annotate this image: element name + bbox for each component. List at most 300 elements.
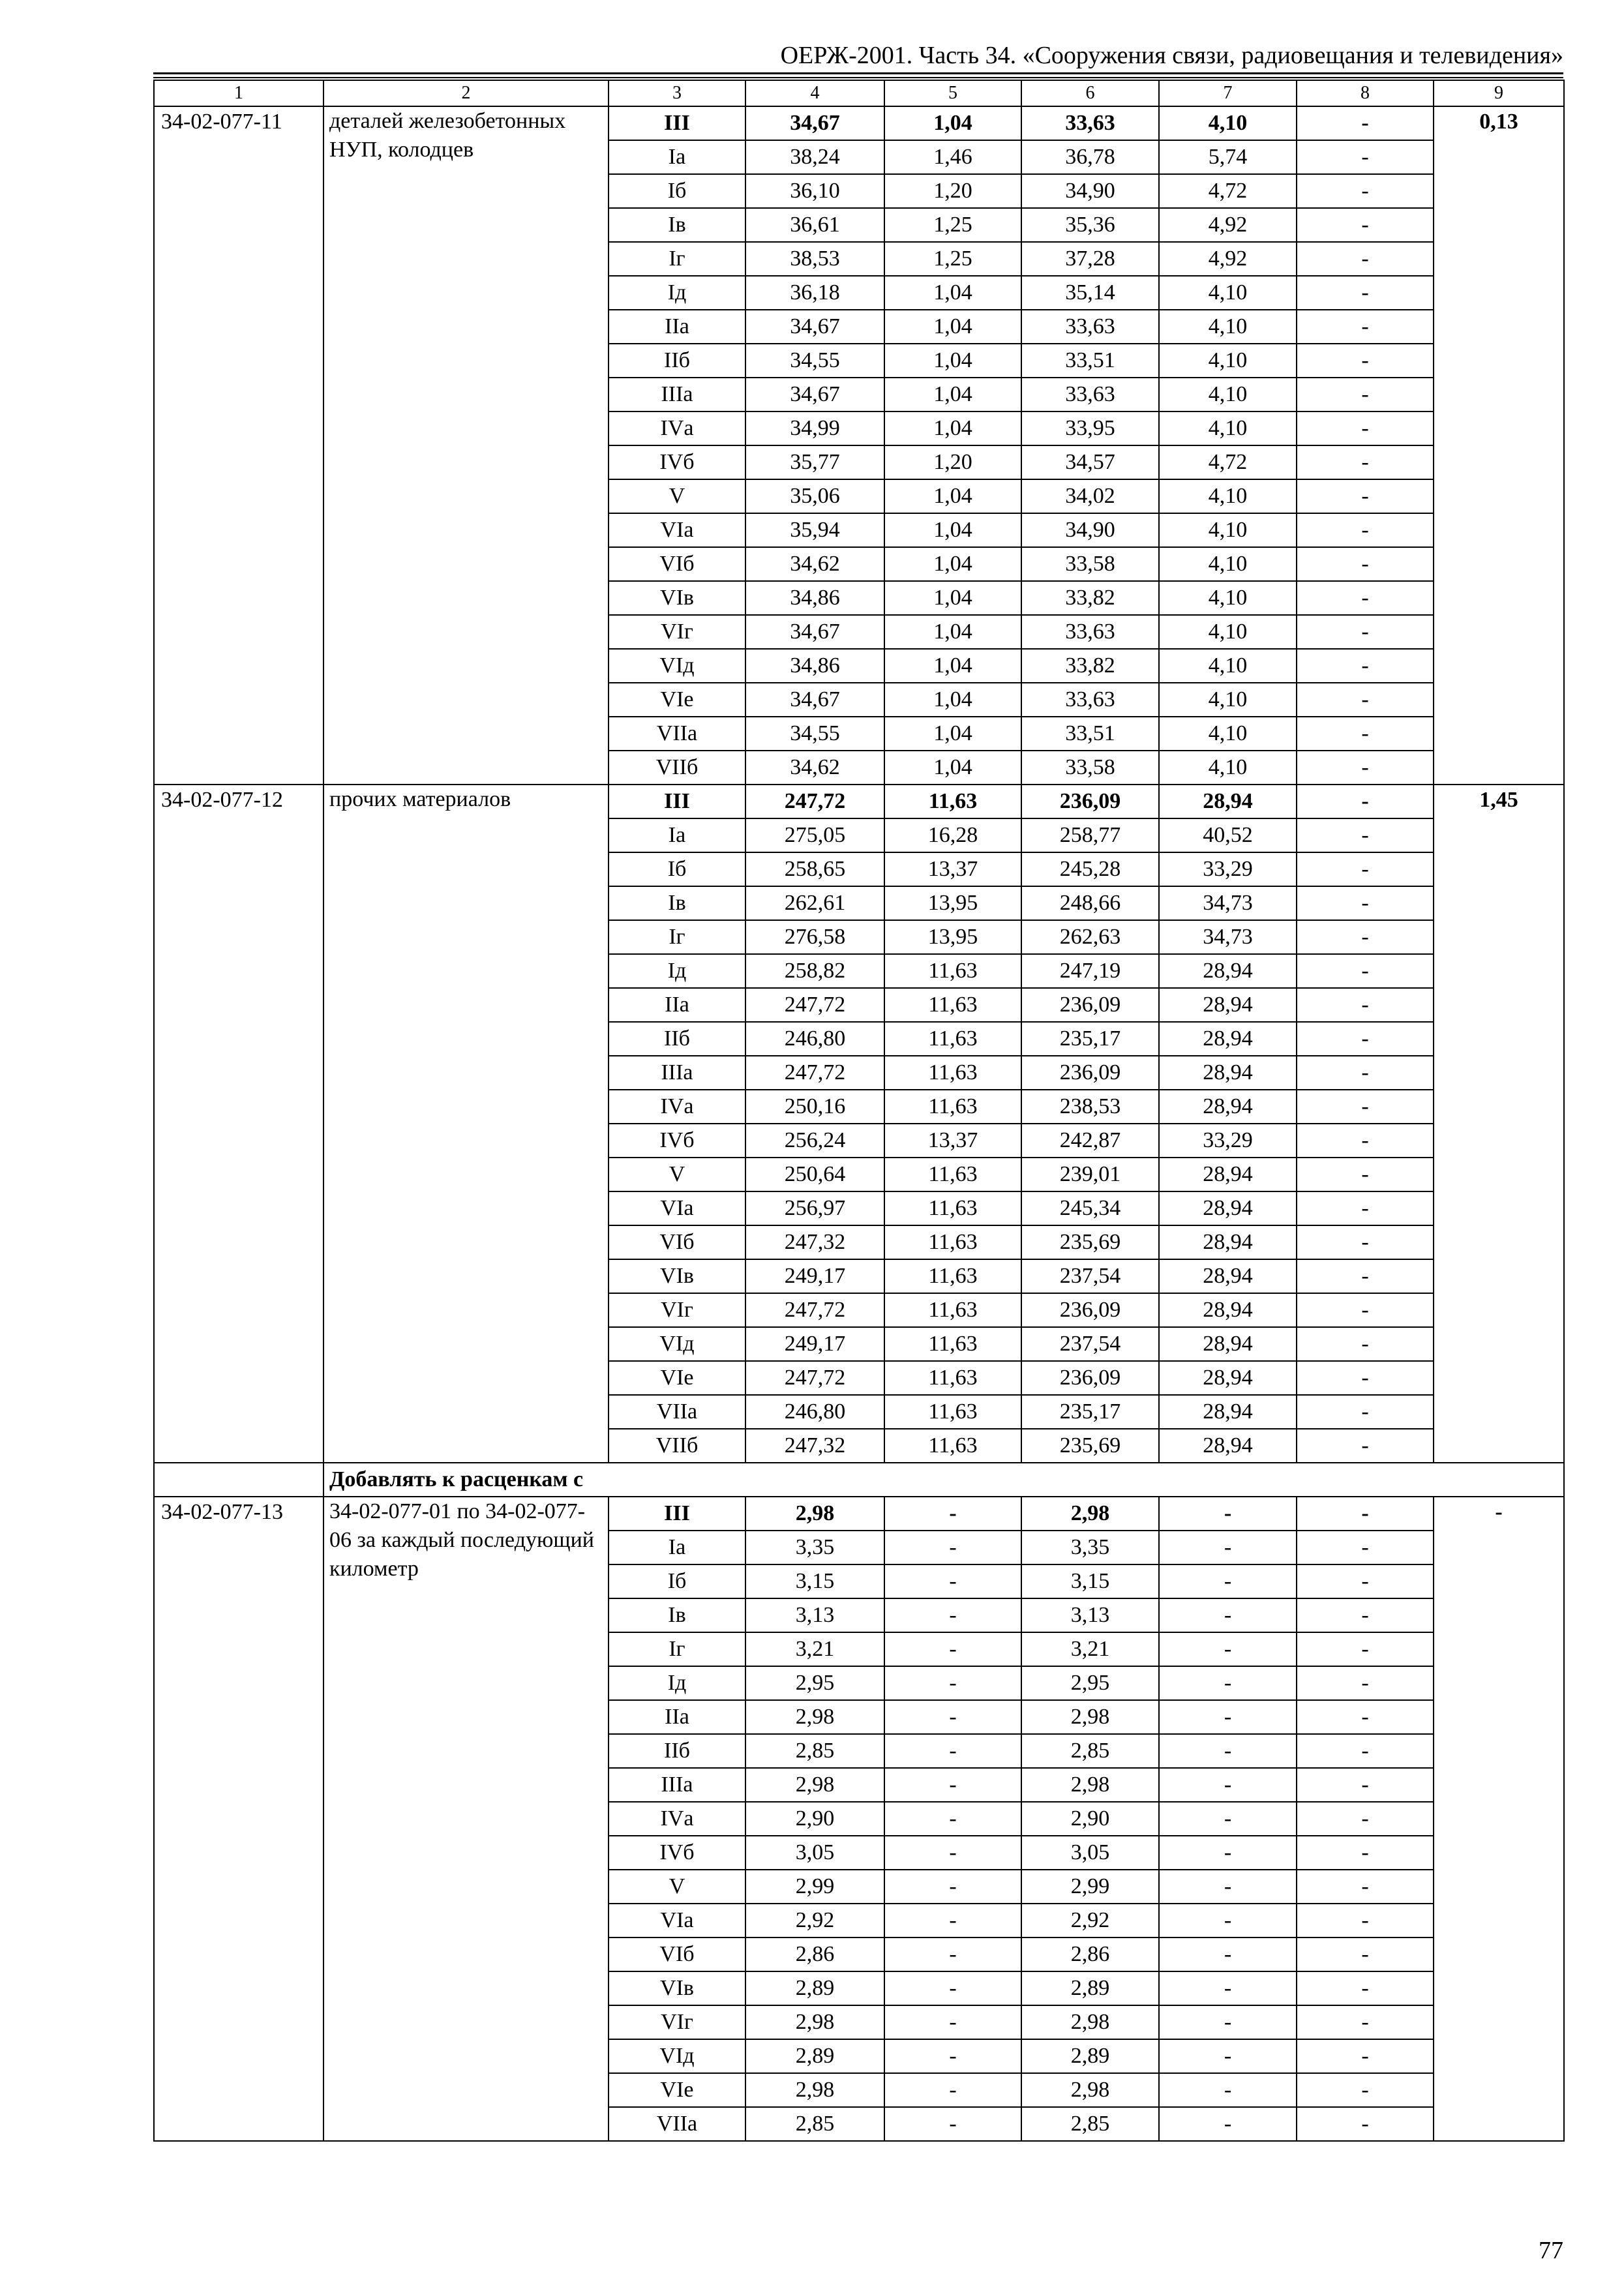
- labor-cost-cell: 1,45: [1434, 785, 1564, 1463]
- total-cost-cell: 2,85: [745, 2107, 884, 2141]
- total-cost-cell: 36,61: [745, 208, 884, 242]
- machinist-wages-cell: 28,94: [1159, 1293, 1297, 1327]
- rate-description: деталей железобетонных НУП, колодцев: [323, 106, 609, 785]
- total-cost-cell: 34,67: [745, 378, 884, 411]
- machinist-wages-cell: -: [1159, 1870, 1297, 1904]
- zone-cell: VIб: [609, 1937, 745, 1971]
- machinist-wages-cell: 40,52: [1159, 818, 1297, 852]
- machinist-wages-cell: 28,94: [1159, 1361, 1297, 1395]
- machinist-wages-cell: 28,94: [1159, 1429, 1297, 1463]
- zone-cell: VIд: [609, 2039, 745, 2073]
- zone-cell: VIг: [609, 2005, 745, 2039]
- machinist-wages-cell: 28,94: [1159, 1225, 1297, 1259]
- zone-cell: VIв: [609, 1259, 745, 1293]
- total-cost-cell: 2,95: [745, 1666, 884, 1700]
- zone-cell: VIа: [609, 513, 745, 547]
- machine-cost-cell: 245,28: [1021, 852, 1159, 886]
- total-cost-cell: 34,99: [745, 411, 884, 445]
- machine-cost-cell: 3,13: [1021, 1598, 1159, 1632]
- column-number: 2: [323, 80, 609, 106]
- materials-cell: -: [1297, 1700, 1434, 1734]
- table-body: [154, 80, 1564, 2141]
- total-cost-cell: 2,98: [745, 1768, 884, 1802]
- wages-cell: 11,63: [884, 1022, 1021, 1056]
- wages-cell: -: [884, 1564, 1021, 1598]
- machine-cost-cell: 2,85: [1021, 1734, 1159, 1768]
- machine-cost-cell: 33,63: [1021, 310, 1159, 344]
- machinist-wages-cell: -: [1159, 1598, 1297, 1632]
- column-number: 3: [609, 80, 745, 106]
- zone-cell: VIIа: [609, 717, 745, 751]
- materials-cell: -: [1297, 2005, 1434, 2039]
- wages-cell: 13,37: [884, 1124, 1021, 1158]
- column-number: 9: [1434, 80, 1564, 106]
- wages-cell: -: [884, 1768, 1021, 1802]
- wages-cell: 1,04: [884, 344, 1021, 378]
- machinist-wages-cell: 4,72: [1159, 445, 1297, 479]
- wages-cell: 13,95: [884, 920, 1021, 954]
- empty-cell: [154, 1463, 323, 1497]
- machinist-wages-cell: -: [1159, 2039, 1297, 2073]
- machinist-wages-cell: -: [1159, 1937, 1297, 1971]
- materials-cell: -: [1297, 276, 1434, 310]
- wages-cell: -: [884, 1802, 1021, 1836]
- machinist-wages-cell: 33,29: [1159, 1124, 1297, 1158]
- materials-cell: -: [1297, 1225, 1434, 1259]
- materials-cell: -: [1297, 1836, 1434, 1870]
- materials-cell: -: [1297, 1022, 1434, 1056]
- materials-cell: -: [1297, 1904, 1434, 1937]
- total-cost-cell: 35,06: [745, 479, 884, 513]
- machinist-wages-cell: 28,94: [1159, 1395, 1297, 1429]
- machine-cost-cell: 33,63: [1021, 683, 1159, 717]
- column-number: 5: [884, 80, 1021, 106]
- materials-cell: -: [1297, 310, 1434, 344]
- machine-cost-cell: 236,09: [1021, 988, 1159, 1022]
- zone-cell: IIа: [609, 988, 745, 1022]
- machine-cost-cell: 3,05: [1021, 1836, 1159, 1870]
- materials-cell: -: [1297, 2039, 1434, 2073]
- total-cost-cell: 3,13: [745, 1598, 884, 1632]
- materials-cell: -: [1297, 1090, 1434, 1124]
- machine-cost-cell: 33,63: [1021, 378, 1159, 411]
- wages-cell: -: [884, 1836, 1021, 1870]
- materials-cell: -: [1297, 1158, 1434, 1191]
- zone-cell: VIд: [609, 1327, 745, 1361]
- machine-cost-cell: 33,58: [1021, 547, 1159, 581]
- wages-cell: 1,04: [884, 378, 1021, 411]
- machinist-wages-cell: 4,10: [1159, 378, 1297, 411]
- wages-cell: 1,20: [884, 174, 1021, 208]
- wages-cell: 11,63: [884, 1090, 1021, 1124]
- wages-cell: 1,04: [884, 717, 1021, 751]
- zone-cell: Iб: [609, 174, 745, 208]
- total-cost-cell: 38,53: [745, 242, 884, 276]
- materials-cell: -: [1297, 378, 1434, 411]
- machinist-wages-cell: -: [1159, 1666, 1297, 1700]
- total-cost-cell: 247,72: [745, 785, 884, 818]
- zone-cell: Iа: [609, 140, 745, 174]
- zone-cell: IVб: [609, 445, 745, 479]
- materials-cell: -: [1297, 785, 1434, 818]
- machine-cost-cell: 2,90: [1021, 1802, 1159, 1836]
- materials-cell: -: [1297, 1429, 1434, 1463]
- wages-cell: -: [884, 1870, 1021, 1904]
- machinist-wages-cell: -: [1159, 1632, 1297, 1666]
- zone-cell: Iд: [609, 1666, 745, 1700]
- machinist-wages-cell: 4,10: [1159, 683, 1297, 717]
- wages-cell: 11,63: [884, 988, 1021, 1022]
- zone-cell: V: [609, 479, 745, 513]
- total-cost-cell: 2,98: [745, 2005, 884, 2039]
- materials-cell: -: [1297, 344, 1434, 378]
- machine-cost-cell: 35,36: [1021, 208, 1159, 242]
- zone-cell: Iа: [609, 818, 745, 852]
- zone-cell: VIе: [609, 1361, 745, 1395]
- zone-cell: VIIб: [609, 1429, 745, 1463]
- materials-cell: -: [1297, 988, 1434, 1022]
- materials-cell: -: [1297, 683, 1434, 717]
- header-rule: [153, 72, 1563, 74]
- wages-cell: 1,20: [884, 445, 1021, 479]
- total-cost-cell: 247,72: [745, 1361, 884, 1395]
- machinist-wages-cell: 4,92: [1159, 242, 1297, 276]
- total-cost-cell: 250,16: [745, 1090, 884, 1124]
- materials-cell: -: [1297, 1937, 1434, 1971]
- rate-description: 34-02-077-01 по 34-02-077-06 за каждый последующий километр: [323, 1497, 609, 2141]
- wages-cell: -: [884, 1734, 1021, 1768]
- machine-cost-cell: 36,78: [1021, 140, 1159, 174]
- materials-cell: -: [1297, 1124, 1434, 1158]
- machine-cost-cell: 258,77: [1021, 818, 1159, 852]
- wages-cell: 1,04: [884, 513, 1021, 547]
- zone-cell: VIа: [609, 1904, 745, 1937]
- materials-cell: -: [1297, 140, 1434, 174]
- machine-cost-cell: 237,54: [1021, 1327, 1159, 1361]
- zone-cell: VIе: [609, 2073, 745, 2107]
- machinist-wages-cell: 4,10: [1159, 106, 1297, 140]
- zone-cell: III: [609, 1497, 745, 1531]
- zone-cell: VIд: [609, 649, 745, 683]
- wages-cell: 11,63: [884, 785, 1021, 818]
- total-cost-cell: 2,89: [745, 2039, 884, 2073]
- materials-cell: -: [1297, 1564, 1434, 1598]
- total-cost-cell: 2,99: [745, 1870, 884, 1904]
- machinist-wages-cell: 28,94: [1159, 954, 1297, 988]
- total-cost-cell: 247,32: [745, 1225, 884, 1259]
- machine-cost-cell: 2,95: [1021, 1666, 1159, 1700]
- materials-cell: -: [1297, 1971, 1434, 2005]
- total-cost-cell: 2,89: [745, 1971, 884, 2005]
- machinist-wages-cell: 28,94: [1159, 1158, 1297, 1191]
- wages-cell: -: [884, 2073, 1021, 2107]
- wages-cell: 11,63: [884, 1259, 1021, 1293]
- table-row: [154, 106, 1564, 140]
- wages-cell: 1,04: [884, 411, 1021, 445]
- machinist-wages-cell: -: [1159, 1802, 1297, 1836]
- materials-cell: -: [1297, 1361, 1434, 1395]
- wages-cell: 1,04: [884, 310, 1021, 344]
- machinist-wages-cell: 4,10: [1159, 344, 1297, 378]
- machinist-wages-cell: 4,10: [1159, 411, 1297, 445]
- wages-cell: 1,25: [884, 208, 1021, 242]
- materials-cell: -: [1297, 954, 1434, 988]
- wages-cell: 13,95: [884, 886, 1021, 920]
- machine-cost-cell: 2,92: [1021, 1904, 1159, 1937]
- machine-cost-cell: 2,98: [1021, 2073, 1159, 2107]
- machine-cost-cell: 2,89: [1021, 2039, 1159, 2073]
- rate-code: 34-02-077-11: [154, 106, 323, 785]
- materials-cell: -: [1297, 649, 1434, 683]
- machine-cost-cell: 2,98: [1021, 1700, 1159, 1734]
- zone-cell: IVа: [609, 411, 745, 445]
- wages-cell: 1,04: [884, 751, 1021, 785]
- materials-cell: -: [1297, 581, 1434, 615]
- page-header-title: ОЕРЖ-2001. Часть 34. «Сооружения связи, радиовещания и телевидения»: [780, 42, 1563, 69]
- machinist-wages-cell: 4,72: [1159, 174, 1297, 208]
- total-cost-cell: 249,17: [745, 1259, 884, 1293]
- machinist-wages-cell: -: [1159, 1531, 1297, 1564]
- materials-cell: -: [1297, 208, 1434, 242]
- wages-cell: 1,04: [884, 649, 1021, 683]
- materials-cell: -: [1297, 615, 1434, 649]
- total-cost-cell: 2,98: [745, 1497, 884, 1531]
- materials-cell: -: [1297, 174, 1434, 208]
- machinist-wages-cell: -: [1159, 1768, 1297, 1802]
- zone-cell: IIIа: [609, 1768, 745, 1802]
- total-cost-cell: 246,80: [745, 1022, 884, 1056]
- materials-cell: -: [1297, 818, 1434, 852]
- zone-cell: Iв: [609, 208, 745, 242]
- machinist-wages-cell: 4,10: [1159, 547, 1297, 581]
- machine-cost-cell: 236,09: [1021, 1056, 1159, 1090]
- machine-cost-cell: 2,89: [1021, 1971, 1159, 2005]
- machinist-wages-cell: 28,94: [1159, 1090, 1297, 1124]
- total-cost-cell: 249,17: [745, 1327, 884, 1361]
- materials-cell: -: [1297, 2073, 1434, 2107]
- wages-cell: -: [884, 1700, 1021, 1734]
- machine-cost-cell: 235,69: [1021, 1225, 1159, 1259]
- machine-cost-cell: 33,51: [1021, 344, 1159, 378]
- materials-cell: -: [1297, 1632, 1434, 1666]
- total-cost-cell: 34,86: [745, 581, 884, 615]
- machinist-wages-cell: -: [1159, 1836, 1297, 1870]
- wages-cell: -: [884, 2039, 1021, 2073]
- machine-cost-cell: 2,98: [1021, 1768, 1159, 1802]
- machinist-wages-cell: 4,10: [1159, 615, 1297, 649]
- total-cost-cell: 36,18: [745, 276, 884, 310]
- wages-cell: 11,63: [884, 1225, 1021, 1259]
- machine-cost-cell: 3,21: [1021, 1632, 1159, 1666]
- machinist-wages-cell: -: [1159, 1700, 1297, 1734]
- total-cost-cell: 34,62: [745, 547, 884, 581]
- wages-cell: 11,63: [884, 1327, 1021, 1361]
- machinist-wages-cell: -: [1159, 1971, 1297, 2005]
- machine-cost-cell: 247,19: [1021, 954, 1159, 988]
- materials-cell: -: [1297, 547, 1434, 581]
- materials-cell: -: [1297, 886, 1434, 920]
- zone-cell: VIIа: [609, 2107, 745, 2141]
- machinist-wages-cell: -: [1159, 2073, 1297, 2107]
- machinist-wages-cell: 4,10: [1159, 513, 1297, 547]
- wages-cell: 11,63: [884, 1429, 1021, 1463]
- materials-cell: -: [1297, 1531, 1434, 1564]
- total-cost-cell: 258,82: [745, 954, 884, 988]
- column-number: 8: [1297, 80, 1434, 106]
- machine-cost-cell: 34,90: [1021, 174, 1159, 208]
- materials-cell: -: [1297, 2107, 1434, 2141]
- materials-cell: -: [1297, 717, 1434, 751]
- zone-cell: IIа: [609, 1700, 745, 1734]
- table-row: [154, 785, 1564, 818]
- wages-cell: -: [884, 1531, 1021, 1564]
- wages-cell: -: [884, 1971, 1021, 2005]
- total-cost-cell: 38,24: [745, 140, 884, 174]
- machine-cost-cell: 34,02: [1021, 479, 1159, 513]
- materials-cell: -: [1297, 1259, 1434, 1293]
- zone-cell: IIIа: [609, 1056, 745, 1090]
- total-cost-cell: 34,67: [745, 683, 884, 717]
- machine-cost-cell: 3,35: [1021, 1531, 1159, 1564]
- total-cost-cell: 256,97: [745, 1191, 884, 1225]
- machinist-wages-cell: 4,92: [1159, 208, 1297, 242]
- materials-cell: -: [1297, 1734, 1434, 1768]
- materials-cell: -: [1297, 1497, 1434, 1531]
- machinist-wages-cell: 34,73: [1159, 886, 1297, 920]
- machine-cost-cell: 242,87: [1021, 1124, 1159, 1158]
- machine-cost-cell: 2,98: [1021, 1497, 1159, 1531]
- zone-cell: IIб: [609, 1734, 745, 1768]
- zone-cell: IVа: [609, 1802, 745, 1836]
- zone-cell: VIв: [609, 581, 745, 615]
- materials-cell: -: [1297, 920, 1434, 954]
- total-cost-cell: 36,10: [745, 174, 884, 208]
- table-row: [154, 1497, 1564, 1531]
- machine-cost-cell: 239,01: [1021, 1158, 1159, 1191]
- wages-cell: 11,63: [884, 1191, 1021, 1225]
- machine-cost-cell: 34,57: [1021, 445, 1159, 479]
- wages-cell: 1,04: [884, 683, 1021, 717]
- total-cost-cell: 258,65: [745, 852, 884, 886]
- wages-cell: 1,04: [884, 276, 1021, 310]
- zone-cell: Iг: [609, 242, 745, 276]
- machine-cost-cell: 33,95: [1021, 411, 1159, 445]
- machine-cost-cell: 33,58: [1021, 751, 1159, 785]
- zone-cell: Iд: [609, 954, 745, 988]
- rate-description: прочих материалов: [323, 785, 609, 1463]
- total-cost-cell: 2,98: [745, 1700, 884, 1734]
- zone-cell: Iв: [609, 886, 745, 920]
- wages-cell: 1,04: [884, 581, 1021, 615]
- machine-cost-cell: 248,66: [1021, 886, 1159, 920]
- materials-cell: -: [1297, 1191, 1434, 1225]
- materials-cell: -: [1297, 1327, 1434, 1361]
- wages-cell: 1,04: [884, 615, 1021, 649]
- total-cost-cell: 247,32: [745, 1429, 884, 1463]
- labor-cost-cell: -: [1434, 1497, 1564, 2141]
- machinist-wages-cell: -: [1159, 2005, 1297, 2039]
- zone-cell: Iд: [609, 276, 745, 310]
- total-cost-cell: 3,21: [745, 1632, 884, 1666]
- materials-cell: -: [1297, 1870, 1434, 1904]
- zone-cell: VIб: [609, 547, 745, 581]
- machine-cost-cell: 2,86: [1021, 1937, 1159, 1971]
- machinist-wages-cell: -: [1159, 1734, 1297, 1768]
- wages-cell: 1,04: [884, 547, 1021, 581]
- machine-cost-cell: 33,63: [1021, 106, 1159, 140]
- total-cost-cell: 247,72: [745, 988, 884, 1022]
- total-cost-cell: 2,92: [745, 1904, 884, 1937]
- materials-cell: -: [1297, 1293, 1434, 1327]
- machinist-wages-cell: 28,94: [1159, 988, 1297, 1022]
- column-number: 7: [1159, 80, 1297, 106]
- zone-cell: VIв: [609, 1971, 745, 2005]
- materials-cell: -: [1297, 852, 1434, 886]
- zone-cell: IVб: [609, 1124, 745, 1158]
- machinist-wages-cell: 33,29: [1159, 852, 1297, 886]
- section-heading-row: [154, 1463, 1564, 1497]
- machinist-wages-cell: 28,94: [1159, 1259, 1297, 1293]
- wages-cell: 11,63: [884, 954, 1021, 988]
- total-cost-cell: 276,58: [745, 920, 884, 954]
- zone-cell: Iг: [609, 1632, 745, 1666]
- zone-cell: Iг: [609, 920, 745, 954]
- machinist-wages-cell: 4,10: [1159, 649, 1297, 683]
- zone-cell: V: [609, 1870, 745, 1904]
- total-cost-cell: 247,72: [745, 1293, 884, 1327]
- machinist-wages-cell: -: [1159, 1904, 1297, 1937]
- zone-cell: VIIа: [609, 1395, 745, 1429]
- price-table: [153, 80, 1565, 2142]
- zone-cell: IIб: [609, 1022, 745, 1056]
- machine-cost-cell: 2,85: [1021, 2107, 1159, 2141]
- total-cost-cell: 34,55: [745, 717, 884, 751]
- machine-cost-cell: 34,90: [1021, 513, 1159, 547]
- machinist-wages-cell: 4,10: [1159, 751, 1297, 785]
- zone-cell: VIIб: [609, 751, 745, 785]
- zone-cell: IVб: [609, 1836, 745, 1870]
- materials-cell: -: [1297, 751, 1434, 785]
- wages-cell: 1,04: [884, 106, 1021, 140]
- wages-cell: 11,63: [884, 1293, 1021, 1327]
- materials-cell: -: [1297, 1395, 1434, 1429]
- wages-cell: -: [884, 1632, 1021, 1666]
- total-cost-cell: 2,98: [745, 2073, 884, 2107]
- machine-cost-cell: 35,14: [1021, 276, 1159, 310]
- zone-cell: III: [609, 785, 745, 818]
- zone-cell: Iб: [609, 1564, 745, 1598]
- total-cost-cell: 34,67: [745, 310, 884, 344]
- wages-cell: -: [884, 2005, 1021, 2039]
- wages-cell: -: [884, 2107, 1021, 2141]
- header-rule: [153, 77, 1563, 78]
- zone-cell: IIа: [609, 310, 745, 344]
- total-cost-cell: 2,90: [745, 1802, 884, 1836]
- machinist-wages-cell: -: [1159, 2107, 1297, 2141]
- machine-cost-cell: 236,09: [1021, 1361, 1159, 1395]
- total-cost-cell: 247,72: [745, 1056, 884, 1090]
- total-cost-cell: 2,85: [745, 1734, 884, 1768]
- wages-cell: 1,25: [884, 242, 1021, 276]
- machinist-wages-cell: 28,94: [1159, 1022, 1297, 1056]
- wages-cell: -: [884, 1937, 1021, 1971]
- total-cost-cell: 3,35: [745, 1531, 884, 1564]
- wages-cell: -: [884, 1497, 1021, 1531]
- total-cost-cell: 250,64: [745, 1158, 884, 1191]
- machinist-wages-cell: 4,10: [1159, 479, 1297, 513]
- zone-cell: Iа: [609, 1531, 745, 1564]
- machine-cost-cell: 235,17: [1021, 1395, 1159, 1429]
